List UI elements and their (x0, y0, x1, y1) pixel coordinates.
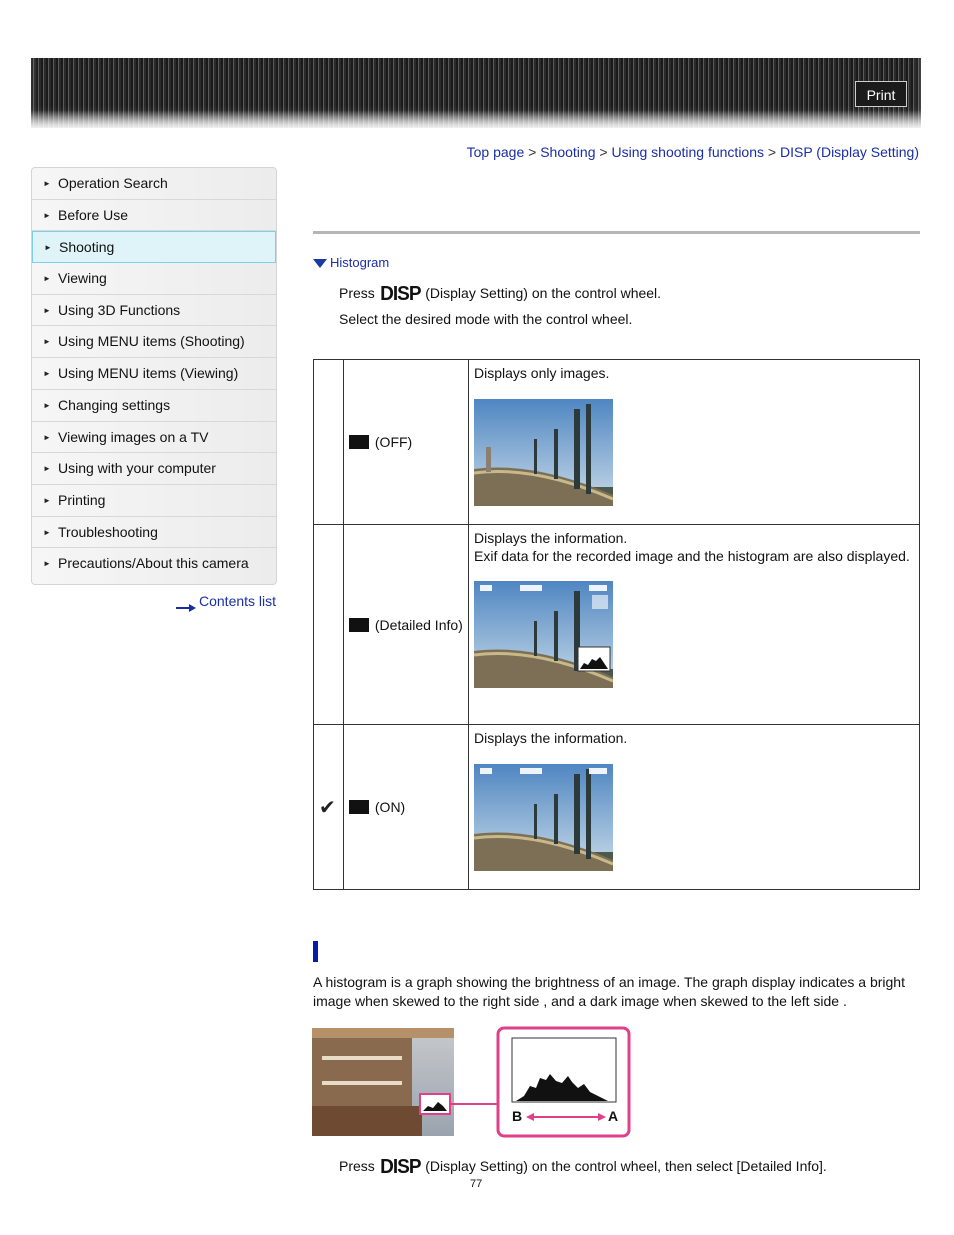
histogram-anchor-link[interactable] (313, 255, 389, 270)
step-1 (339, 283, 661, 306)
table-row (314, 360, 920, 525)
sidebar-item-before-use[interactable] (32, 200, 276, 232)
print-button[interactable]: Print (855, 81, 907, 107)
sidebar-item-label: Precautions/About this camera (58, 555, 249, 572)
sidebar-item-troubleshooting[interactable] (32, 517, 276, 549)
mode-label: (Detailed Info) (371, 616, 463, 633)
check-cell (314, 725, 344, 890)
check-icon: ✔ (319, 796, 336, 819)
arrow-right-icon (176, 599, 196, 605)
sidebar-item-label: Shooting (59, 239, 115, 256)
sidebar-item-label: Before Use (58, 206, 129, 223)
arrow-right-icon: ► (43, 432, 51, 442)
histogram-bright-label: A (608, 1108, 619, 1124)
breadcrumb-top-page[interactable]: Top page (466, 144, 525, 160)
histogram-illustration (312, 1026, 632, 1138)
sidebar-item-label: Using with your computer (58, 460, 216, 477)
step-text: (Display Setting) on the control wheel. (421, 285, 662, 301)
sidebar-item-label: Using MENU items (Shooting) (58, 333, 245, 350)
mode-label: (ON) (371, 799, 406, 815)
sidebar-item-menu-viewing[interactable] (32, 358, 276, 390)
histogram-link-label: Histogram (330, 255, 390, 270)
step-text: Press (339, 1158, 379, 1174)
check-cell (314, 525, 344, 725)
histogram-paragraph: A histogram is a graph showing the brightness of an image. The graph display indicates a bright image when skewed to the right side , and a dark image when skewed to the left side . (313, 974, 905, 1009)
step-2: Select the desired mode with the control wheel. (339, 311, 633, 327)
triangle-down-icon (313, 259, 327, 268)
sidebar-item-label: Using MENU items (Viewing) (58, 365, 239, 382)
mode-label: (OFF) (371, 434, 413, 450)
sidebar-item-shooting[interactable] (32, 231, 276, 263)
mode-cell (344, 725, 469, 890)
check-cell (314, 360, 344, 525)
mode-description: Displays only images. (474, 365, 610, 381)
double-arrow-icon (526, 1112, 606, 1122)
arrow-right-icon: ► (43, 495, 51, 505)
mode-description: Displays the information. Exif data for the recorded image and the histogram are also displayed. (474, 530, 910, 564)
arrow-right-icon: ► (43, 369, 51, 379)
arrow-right-icon: ► (43, 337, 51, 347)
mode-cell (344, 525, 469, 725)
breadcrumb-sep: > (524, 144, 541, 160)
mode-description: Displays the information. (474, 730, 628, 746)
breadcrumb-sep: > (595, 144, 612, 160)
breadcrumb (467, 144, 919, 160)
arrow-right-icon: ► (43, 210, 51, 220)
arrow-right-icon: ► (43, 464, 51, 474)
sidebar-item-label: Viewing images on a TV (58, 428, 209, 445)
disp-button-icon: DISP (379, 283, 421, 305)
display-off-icon (349, 435, 369, 449)
bridge-photo-on (474, 764, 613, 871)
display-detailed-icon (349, 618, 369, 632)
contents-list-link[interactable] (176, 593, 276, 609)
sidebar-item-operation-search[interactable] (32, 168, 276, 200)
sidebar-item-label: Operation Search (58, 175, 168, 191)
sidebar-nav (31, 167, 277, 585)
desc-cell (469, 725, 920, 890)
breadcrumb-disp[interactable]: DISP (Display Setting) (779, 144, 919, 160)
bridge-photo-plain (474, 399, 613, 506)
contents-list-label: Contents list (199, 593, 277, 609)
arrow-right-icon: ► (43, 274, 51, 284)
sidebar-item-viewing[interactable] (32, 263, 276, 295)
header-banner (31, 58, 921, 128)
mode-cell (344, 360, 469, 525)
step-text: Press (339, 285, 379, 301)
arrow-right-icon: ► (43, 305, 51, 315)
sidebar-item-menu-shooting[interactable] (32, 326, 276, 358)
breadcrumb-shooting-functions[interactable]: Using shooting functions (611, 144, 765, 160)
title-divider (313, 231, 920, 234)
display-modes-table (313, 359, 920, 890)
display-on-icon (349, 800, 369, 814)
sidebar-item-tv[interactable] (32, 422, 276, 454)
sidebar-item-changing-settings[interactable] (32, 390, 276, 422)
arrow-right-icon: ► (43, 527, 51, 537)
section-marker (313, 941, 318, 962)
desc-cell (469, 360, 920, 525)
arrow-right-icon: ► (43, 179, 51, 188)
desc-cell (469, 525, 920, 725)
arrow-right-icon: ► (43, 559, 51, 569)
sidebar-item-label: Using 3D Functions (58, 301, 181, 318)
sidebar-item-label: Viewing (58, 270, 107, 287)
sidebar-item-label: Changing settings (58, 396, 171, 413)
sidebar-item-3d-functions[interactable] (32, 295, 276, 327)
sidebar-item-label: Printing (58, 491, 106, 508)
table-row (314, 525, 920, 725)
sidebar-item-printing[interactable] (32, 485, 276, 517)
sidebar-item-computer[interactable] (32, 453, 276, 485)
disp-button-icon: DISP (379, 1156, 421, 1178)
histogram-dark-label: B (512, 1108, 523, 1124)
page-number: 77 (470, 1178, 483, 1190)
step-text: (Display Setting) on the control wheel, then select [Detailed Info]. (421, 1158, 827, 1174)
breadcrumb-sep: > (764, 144, 780, 160)
sidebar-item-label: Troubleshooting (58, 523, 158, 540)
arrow-right-icon: ► (43, 400, 51, 410)
breadcrumb-shooting[interactable]: Shooting (540, 144, 596, 160)
step-final (339, 1156, 827, 1179)
arrow-right-icon: ► (44, 243, 52, 253)
bridge-photo-detailed (474, 581, 613, 688)
table-row (314, 725, 920, 890)
sidebar-item-precautions[interactable] (32, 548, 276, 580)
